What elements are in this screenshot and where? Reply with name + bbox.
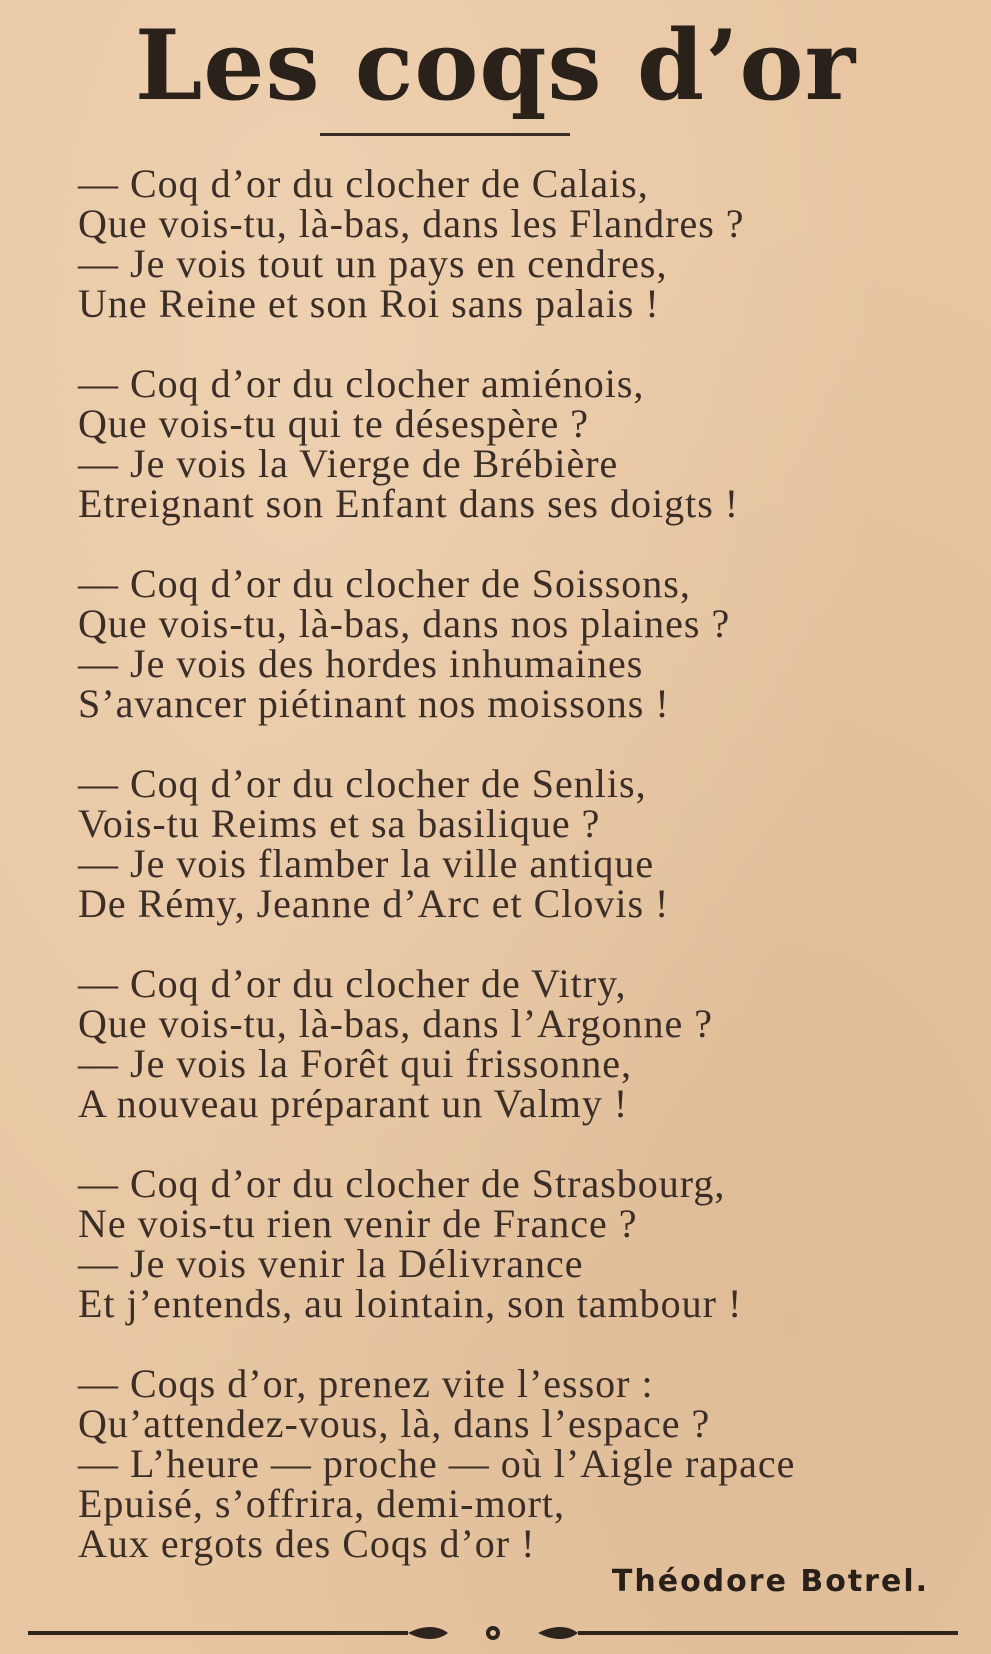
verse-line: Qu’attendez-vous, là, dans l’espace ? — [78, 1401, 711, 1446]
stanza — [78, 561, 978, 726]
verse-line: — Coqs d’or, prenez vite l’essor : — [78, 1361, 654, 1406]
stanza — [78, 361, 978, 526]
verse-line: Ne vois-tu rien venir de France ? — [78, 1201, 638, 1246]
author-signature: Théodore Botrel. — [611, 1564, 929, 1599]
verse-line: Que vois-tu, là-bas, dans l’Argonne ? — [78, 1001, 714, 1046]
verse-line: Etreignant son Enfant dans ses doigts ! — [78, 481, 740, 526]
verse-line: — Coq d’or du clocher de Calais, — [78, 161, 649, 206]
verse-line: — Coq d’or du clocher de Soissons, — [78, 561, 691, 606]
verse-line: Vois-tu Reims et sa basilique ? — [78, 801, 601, 846]
verse-line: — L’heure — proche — où l’Aigle rapace — [78, 1441, 796, 1486]
verse-line: Que vois-tu qui te désespère ? — [78, 401, 589, 446]
ornamental-rule-right-line — [538, 1627, 958, 1639]
verse-line: Et j’entends, au lointain, son tambour ! — [78, 1281, 743, 1326]
verse-line: — Je vois flamber la ville antique — [78, 841, 655, 886]
poem-title: Les coqs d’or — [134, 9, 857, 122]
ornament-center-icon — [486, 1626, 500, 1640]
stanza — [78, 961, 978, 1126]
stanza — [78, 1361, 978, 1566]
verse-line: — Je vois la Vierge de Brébière — [78, 441, 619, 486]
verse-line: S’avancer piétinant nos moissons ! — [78, 681, 670, 726]
verse-line: — Je vois des hordes inhumaines — [78, 641, 644, 686]
ornamental-rule — [28, 1622, 958, 1644]
ornamental-rule-left-line — [28, 1627, 448, 1639]
verse-line: — Je vois venir la Délivrance — [78, 1241, 584, 1286]
poem-body — [78, 161, 978, 1604]
stanza — [78, 1161, 978, 1326]
verse-line: De Rémy, Jeanne d’Arc et Clovis ! — [78, 881, 670, 926]
verse-line: A nouveau préparant un Valmy ! — [78, 1081, 629, 1126]
verse-line: Epuisé, s’offrira, demi-mort, — [78, 1481, 566, 1526]
stanza — [78, 761, 978, 926]
verse-line: Aux ergots des Coqs d’or ! — [78, 1521, 536, 1566]
verse-line: — Coq d’or du clocher de Vitry, — [78, 961, 627, 1006]
stanza — [78, 161, 978, 326]
verse-line: Une Reine et son Roi sans palais ! — [78, 281, 660, 326]
verse-line: Que vois-tu, là-bas, dans nos plaines ? — [78, 601, 731, 646]
verse-line: — Coq d’or du clocher de Senlis, — [78, 761, 647, 806]
title-divider — [320, 133, 570, 136]
verse-line: Que vois-tu, là-bas, dans les Flandres ? — [78, 201, 745, 246]
verse-line: — Coq d’or du clocher de Strasbourg, — [78, 1161, 726, 1206]
verse-line: — Coq d’or du clocher amiénois, — [78, 361, 645, 406]
verse-line: — Je vois la Forêt qui frissonne, — [78, 1041, 633, 1086]
verse-line: — Je vois tout un pays en cendres, — [78, 241, 668, 286]
